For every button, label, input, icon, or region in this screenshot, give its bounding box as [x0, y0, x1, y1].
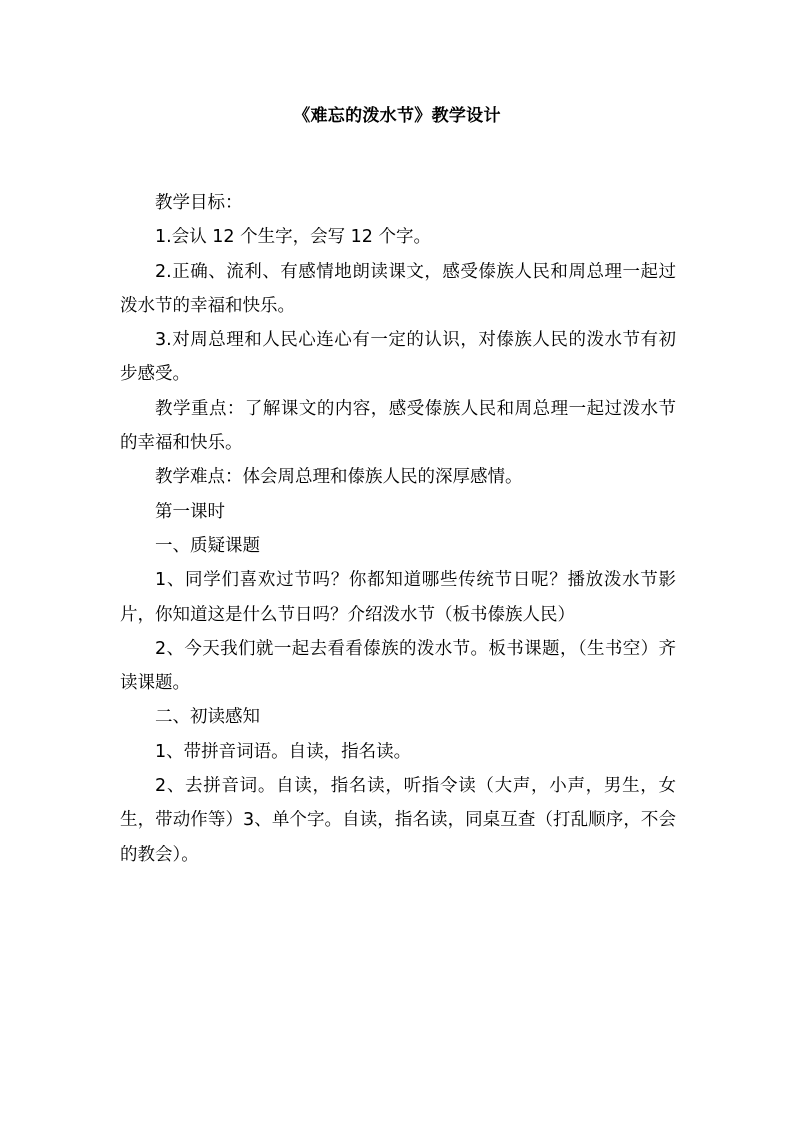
paragraph-section-1-item-1: 1、同学们喜欢过节吗？你都知道哪些传统节日呢？播放泼水节影片，你知道这是什么节日吗？介绍泼水节（板书傣族人民） — [120, 570, 676, 625]
paragraph-key-points: 教学重点：了解课文的内容，感受傣族人民和周总理一起过泼水节的幸福和快乐。 — [120, 398, 676, 454]
paragraph-section-1-item-2: 2、今天我们就一起去看看傣族的泼水节。板书课题，（生书空）齐读课题。 — [120, 638, 676, 694]
document-body — [120, 186, 676, 872]
paragraph-objective-1: 1.会认 12 个生字，会写 12 个字。 — [155, 227, 431, 248]
paragraph-section-1-heading: 一、质疑课题 — [155, 535, 260, 556]
paragraph-first-lesson: 第一课时 — [155, 501, 225, 522]
paragraph-section-2-heading: 二、初读感知 — [155, 707, 260, 728]
paragraph-objective-3: 3.对周总理和人民心连心有一定的认识，对傣族人民的泼水节有初步感受。 — [120, 330, 676, 385]
paragraph-section-2-item-1: 1、带拼音词语。自读，指名读。 — [155, 741, 412, 762]
paragraph-difficulties: 教学难点：体会周总理和傣族人民的深厚感情。 — [155, 467, 523, 488]
document-title: 《难忘的泼水节》教学设计 — [293, 106, 501, 126]
paragraph-section-2-item-2: 2、去拼音词。自读，指名读，听指令读（大声，小声，男生，女生，带动作等）3、单个字。自读，指名读，同桌互查（打乱顺序，不会的教会）。 — [120, 776, 676, 865]
paragraph-objective-2: 2.正确、流利、有感情地朗读课文，感受傣族人民和周总理一起过泼水节的幸福和快乐。 — [120, 261, 676, 316]
paragraph-objectives-heading: 教学目标： — [155, 193, 243, 213]
